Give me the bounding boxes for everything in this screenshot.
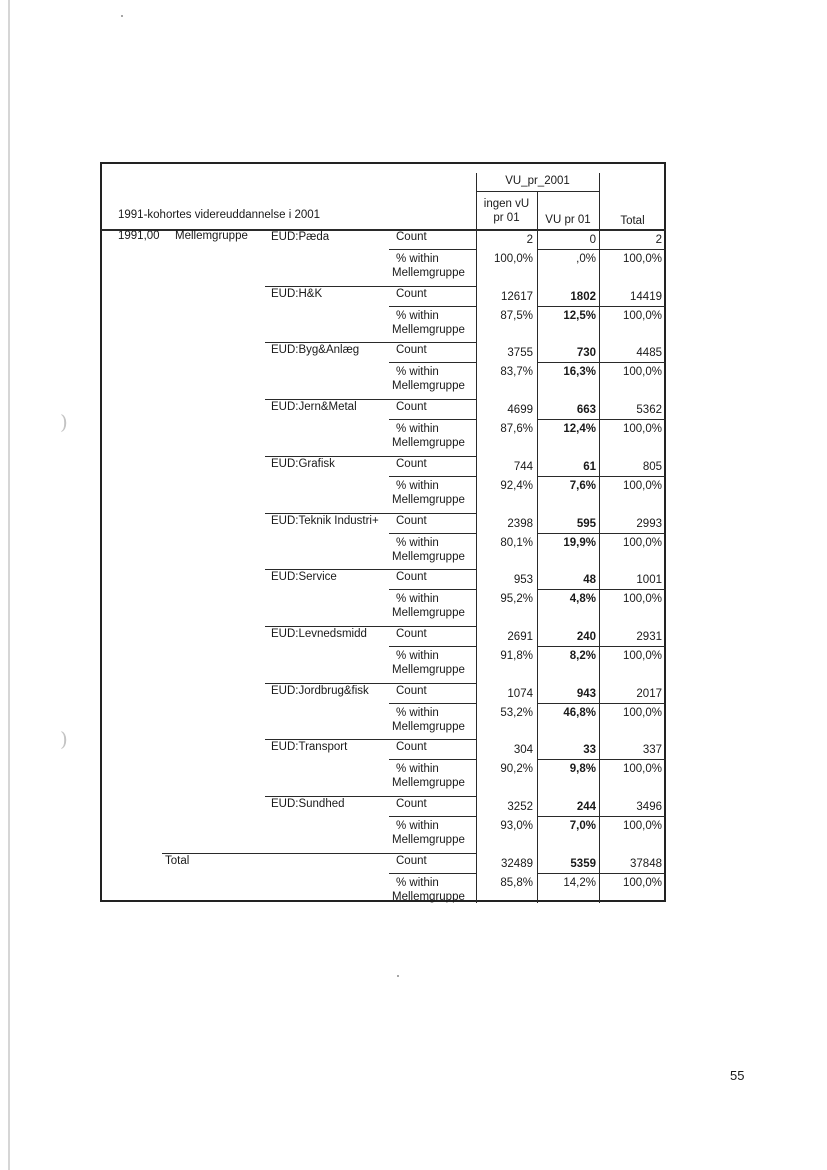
pct-cell: 80,1% [500,536,533,549]
cell-line [537,533,599,534]
pct-label: Mellemgruppe [392,323,465,336]
pct-cell: 100,0% [622,593,662,606]
pct-cell: 46,8% [563,706,596,719]
cell-line [537,589,599,590]
cell-line [537,873,599,874]
pct-cell: 8,2% [569,649,596,662]
pct-label: Mellemgruppe [392,834,465,846]
row-line [265,513,476,514]
count-cell: 61 [583,460,596,473]
row-line [265,399,476,400]
pct-cell: 19,9% [563,536,596,549]
count-label: Count [396,231,427,243]
count-cell: 32489 [501,857,533,870]
punch-hole-mark: ) [60,410,68,434]
count-cell: 2993 [636,517,662,530]
row-label: EUD:Jordbrug&fisk [271,684,369,697]
count-label: Count [396,798,427,810]
pct-cell: 100,0% [622,820,662,832]
pct-label: % within [396,309,439,322]
pct-label: % within [396,876,439,889]
pct-cell: 7,6% [569,479,596,492]
col-header-vu: VU pr 01 [545,214,591,226]
pct-label: Mellemgruppe [392,777,465,790]
pct-label: % within [396,423,439,436]
col-header-ingen-vu: ingen vU [483,198,530,210]
row-label: EUD:Transport [271,741,348,754]
count-cell: 2691 [507,630,533,643]
count-cell: 337 [642,744,662,757]
count-cell: 953 [513,574,533,587]
pct-label: Mellemgruppe [392,550,465,563]
cell-line [537,249,599,250]
pct-cell: 16,3% [563,366,596,379]
row-line [265,626,476,627]
pct-cell: 93,0% [500,820,533,832]
pct-label: % within [396,366,439,379]
pct-label: Mellemgruppe [392,607,465,620]
count-cell: 4485 [636,347,662,360]
pct-cell: 90,2% [500,763,533,776]
row-line [162,853,476,854]
cell-line [599,306,666,307]
count-cell: 1802 [570,290,596,303]
row-line [265,683,476,684]
punch-hole-mark: ) [60,727,68,751]
page-number: 55 [730,1068,745,1083]
pct-label: % within [396,253,439,265]
scan-edge [8,0,10,1170]
row-label: EUD:Teknik Industri+ [271,514,379,527]
count-cell: 744 [513,460,533,473]
count-label: Count [396,627,427,640]
pct-cell: 14,2% [563,876,596,889]
inner-line [389,249,476,250]
cell-line [599,816,666,817]
inner-line [389,419,476,420]
count-cell: 240 [576,630,596,643]
pct-cell: 83,7% [500,366,533,379]
count-cell: 304 [513,744,533,757]
count-label: Count [396,571,427,584]
count-cell: 5359 [570,857,596,870]
pct-label: Mellemgruppe [392,380,465,393]
pct-label: % within [396,536,439,549]
count-cell: 0 [589,234,596,246]
pct-cell: 100,0% [493,253,533,265]
pct-label: Mellemgruppe [392,663,465,676]
row-label: EUD:Grafisk [271,457,335,470]
pct-cell: 92,4% [500,479,533,492]
pct-label: Mellemgruppe [392,437,465,450]
scan-speck [121,15,123,17]
cell-line [537,703,599,704]
col-header-total: Total [620,215,645,227]
pct-cell: 7,0% [569,820,596,832]
pct-cell: 100,0% [622,423,662,436]
count-label: Count [396,457,427,470]
inner-line [389,703,476,704]
count-label: Count [396,684,427,697]
pct-label: Mellemgruppe [392,890,465,903]
inner-line [389,362,476,363]
pct-label: % within [396,706,439,719]
cell-line [537,759,599,760]
count-label: Count [396,741,427,754]
count-cell: 2 [655,234,662,246]
year-label: 1991,00 [118,230,160,242]
pct-cell: 100,0% [622,309,662,322]
count-cell: 1074 [507,687,533,700]
count-label: Count [396,514,427,527]
count-label: Count [396,287,427,300]
pct-cell: 53,2% [500,706,533,719]
row-label: EUD:H&K [271,287,323,300]
count-cell: 48 [583,574,596,587]
count-cell: 595 [576,517,596,530]
cell-line [599,589,666,590]
pct-cell: 95,2% [500,593,533,606]
pct-cell: 91,8% [500,649,533,662]
pct-cell: 100,0% [622,876,662,889]
pct-cell: 100,0% [622,253,662,265]
row-label: EUD:Service [271,571,337,584]
row-line [265,739,476,740]
cell-line [537,476,599,477]
pct-cell: 87,6% [500,423,533,436]
cell-line [537,816,599,817]
cell-line [537,646,599,647]
pct-cell: 4,8% [569,593,596,606]
inner-line [389,306,476,307]
row-line [265,342,476,343]
pct-label: % within [396,649,439,662]
cell-line [599,703,666,704]
row-line [265,456,476,457]
count-cell: 1001 [636,574,662,587]
cell-line [599,646,666,647]
cell-line [537,362,599,363]
pct-label: % within [396,479,439,492]
pct-cell: 9,8% [569,763,596,776]
count-cell: 3755 [507,347,533,360]
row-line [265,796,476,797]
group-header: VU_pr_2001 [505,175,570,187]
pct-cell: 100,0% [622,706,662,719]
row-line [265,569,476,570]
inner-line [389,533,476,534]
cell-line [537,306,599,307]
inner-line [389,759,476,760]
column-line [599,173,600,903]
count-label: Count [396,854,427,867]
count-cell: 730 [576,347,596,360]
count-cell: 37848 [630,857,662,870]
pct-cell: 100,0% [622,536,662,549]
row-label: EUD:Byg&Anlæg [271,344,360,357]
pct-cell: 100,0% [622,479,662,492]
count-cell: 2 [526,234,533,246]
inner-line [389,646,476,647]
count-cell: 805 [642,460,662,473]
count-cell: 244 [576,801,596,813]
pct-label: Mellemgruppe [392,267,465,279]
pct-cell: 100,0% [622,366,662,379]
total-label: Total [165,854,190,867]
pct-label: Mellemgruppe [392,493,465,506]
row-label: EUD:Levnedsmidd [271,627,367,640]
scan-speck [397,975,399,977]
count-cell: 943 [576,687,596,700]
count-label: Count [396,401,427,414]
inner-line [389,873,476,874]
count-cell: 3252 [507,801,533,813]
pct-label: % within [396,763,439,776]
count-cell: 663 [576,404,596,417]
count-cell: 2931 [636,630,662,643]
inner-line [389,816,476,817]
cell-line [599,873,666,874]
pct-cell: 12,5% [563,309,596,322]
cell-line [599,249,666,250]
pct-label: % within [396,820,439,832]
pct-cell: ,0% [576,253,596,265]
inner-line [389,589,476,590]
pct-cell: 100,0% [622,763,662,776]
pct-label: % within [396,593,439,606]
cell-line [599,533,666,534]
pct-cell: 100,0% [622,649,662,662]
count-cell: 5362 [636,404,662,417]
row-label: EUD:Pæda [271,231,330,243]
pct-cell: 12,4% [563,423,596,436]
cell-line [599,476,666,477]
row-line [265,286,476,287]
row-label: EUD:Sundhed [271,798,345,810]
inner-line [389,476,476,477]
pct-cell: 87,5% [500,309,533,322]
count-cell: 2017 [636,687,662,700]
count-cell: 14419 [630,290,662,303]
count-cell: 2398 [507,517,533,530]
cell-line [599,419,666,420]
pct-cell: 85,8% [500,876,533,889]
count-label: Count [396,344,427,357]
count-cell: 12617 [501,290,533,303]
group-label: Mellemgruppe [175,230,248,242]
count-cell: 3496 [636,801,662,813]
cell-line [537,419,599,420]
count-cell: 33 [583,744,596,757]
count-cell: 4699 [507,404,533,417]
cell-line [599,759,666,760]
table-title: 1991-kohortes videreuddannelse i 2001 [118,209,321,221]
cell-line [599,362,666,363]
pct-label: Mellemgruppe [392,720,465,733]
row-label: EUD:Jern&Metal [271,401,357,414]
col-header-ingen-vu: pr 01 [493,212,520,224]
